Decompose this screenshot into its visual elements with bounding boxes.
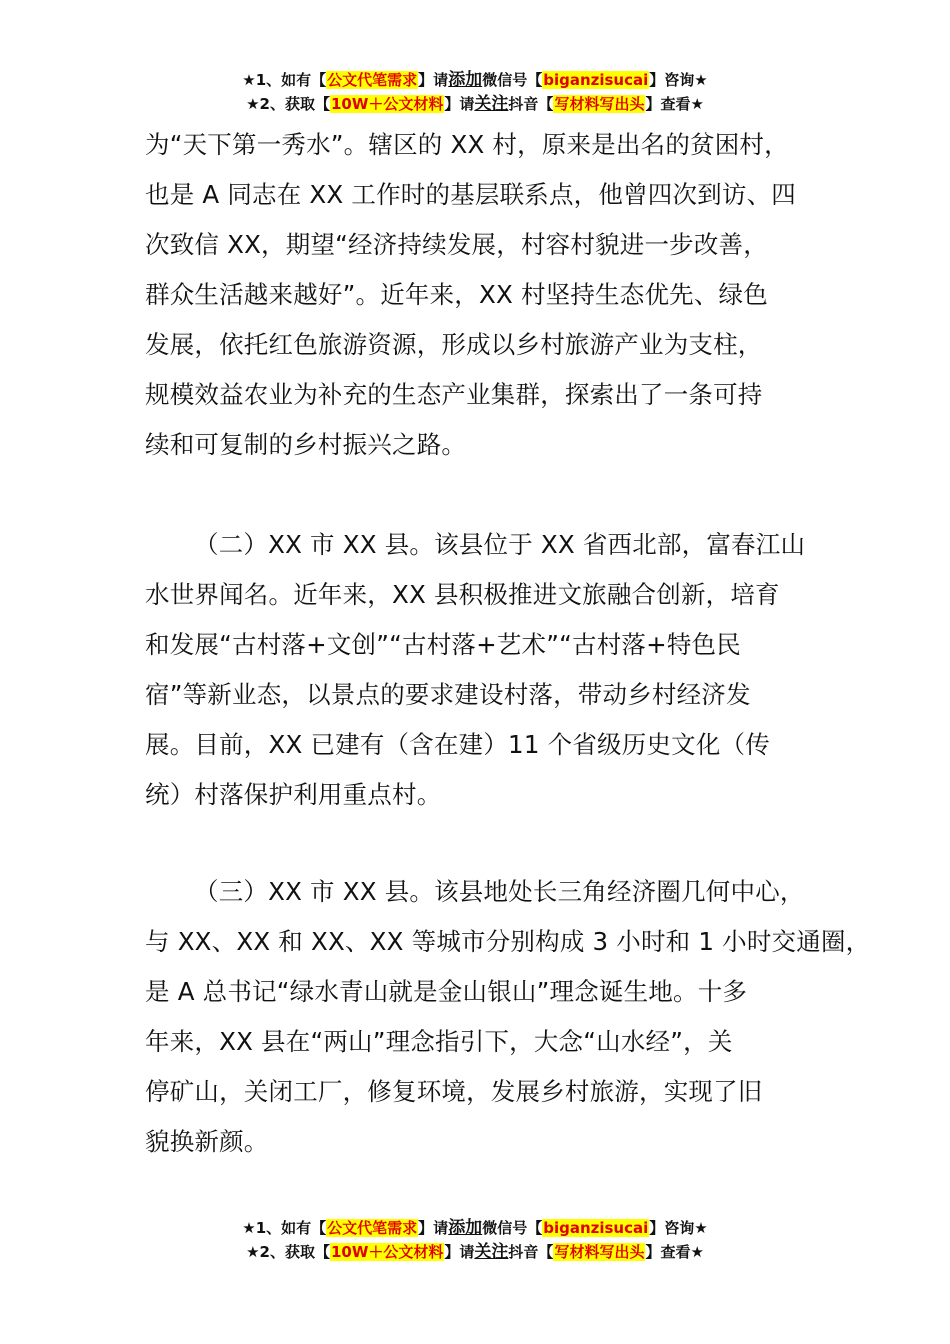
highlight-wechat-id: biganzisucai [543, 71, 649, 89]
banner-text: ★1、如有【 [242, 71, 327, 89]
banner-text: 抖音【 [508, 1243, 554, 1261]
banner-text: 抖音【 [508, 95, 554, 113]
banner-emphasis: 关注 [474, 94, 509, 114]
text-line: 次致信 XX，期望“经济持续发展，村容村貌进一步改善， [145, 230, 768, 259]
paragraph-3 [145, 867, 871, 1167]
banner-text: 微信号【 [482, 1219, 543, 1237]
text-line: 与 XX、XX 和 XX、XX 等城市分别构成 3 小时和 1 小时交通圈， [145, 927, 871, 956]
banner-line-1 [0, 1216, 950, 1240]
highlight-service: 公文代笔需求 [327, 1219, 418, 1237]
text-line: 貌换新颜。 [145, 1127, 269, 1156]
header-banner [0, 68, 950, 116]
banner-text: ★2、获取【 [246, 1243, 330, 1261]
banner-line-1 [0, 68, 950, 92]
text-line: 停矿山，关闭工厂，修复环境，发展乡村旅游，实现了旧 [145, 1077, 763, 1106]
highlight-service: 公文代笔需求 [327, 71, 418, 89]
banner-text: 】咨询★ [649, 71, 708, 89]
banner-text: 】请 [418, 1219, 449, 1237]
text-line: 为“天下第一秀水”。辖区的 XX 村，原来是出名的贫困村， [145, 130, 789, 159]
banner-text: 】请 [418, 71, 449, 89]
highlight-materials: 10W＋公文材料 [330, 1243, 444, 1261]
banner-text: 】查看★ [645, 1243, 704, 1261]
banner-text: 】请 [444, 95, 475, 113]
text-line: 年来，XX 县在“两山”理念指引下，大念“山水经”，关 [145, 1027, 733, 1056]
text-line: 宿”等新业态，以景点的要求建设村落，带动乡村经济发 [145, 680, 751, 709]
text-line: 规模效益农业为补充的生态产业集群，探索出了一条可持 [145, 380, 763, 409]
banner-text: 】咨询★ [649, 1219, 708, 1237]
banner-text: ★2、获取【 [246, 95, 330, 113]
text-line: 也是 A 同志在 XX 工作时的基层联系点，他曾四次到访、四 [145, 180, 796, 209]
text-line: （三）XX 市 XX 县。该县地处长三角经济圈几何中心， [194, 877, 805, 906]
banner-line-2 [0, 1240, 950, 1264]
text-line: 是 A 总书记“绿水青山就是金山银山”理念诞生地。十多 [145, 977, 748, 1006]
text-line: 和发展“古村落+文创”“古村落+艺术”“古村落+特色民 [145, 630, 741, 659]
banner-line-2 [0, 92, 950, 116]
text-line: 展。目前，XX 已建有（含在建）11 个省级历史文化（传 [145, 730, 770, 759]
highlight-materials: 10W＋公文材料 [330, 95, 444, 113]
text-line: 水世界闻名。近年来，XX 县积极推进文旅融合创新，培育 [145, 580, 780, 609]
paragraph-1 [145, 120, 835, 470]
paragraph-2 [145, 520, 835, 820]
highlight-douyin-id: 写材料写出头 [554, 1243, 645, 1261]
banner-text: 】请 [444, 1243, 475, 1261]
footer-banner [0, 1216, 950, 1264]
banner-emphasis: 添加 [448, 1218, 483, 1238]
text-line: 统）村落保护利用重点村。 [145, 780, 442, 809]
banner-emphasis: 关注 [474, 1242, 509, 1262]
highlight-wechat-id: biganzisucai [543, 1219, 649, 1237]
banner-emphasis: 添加 [448, 70, 483, 90]
banner-text: ★1、如有【 [242, 1219, 327, 1237]
text-line: 续和可复制的乡村振兴之路。 [145, 430, 467, 459]
text-line: 群众生活越来越好”。近年来，XX 村坚持生态优先、绿色 [145, 280, 768, 309]
text-line: 发展，依托红色旅游资源，形成以乡村旅游产业为支柱， [145, 330, 763, 359]
banner-text: 微信号【 [482, 71, 543, 89]
highlight-douyin-id: 写材料写出头 [554, 95, 645, 113]
banner-text: 】查看★ [645, 95, 704, 113]
text-line: （二）XX 市 XX 县。该县位于 XX 省西北部，富春江山 [194, 530, 806, 559]
